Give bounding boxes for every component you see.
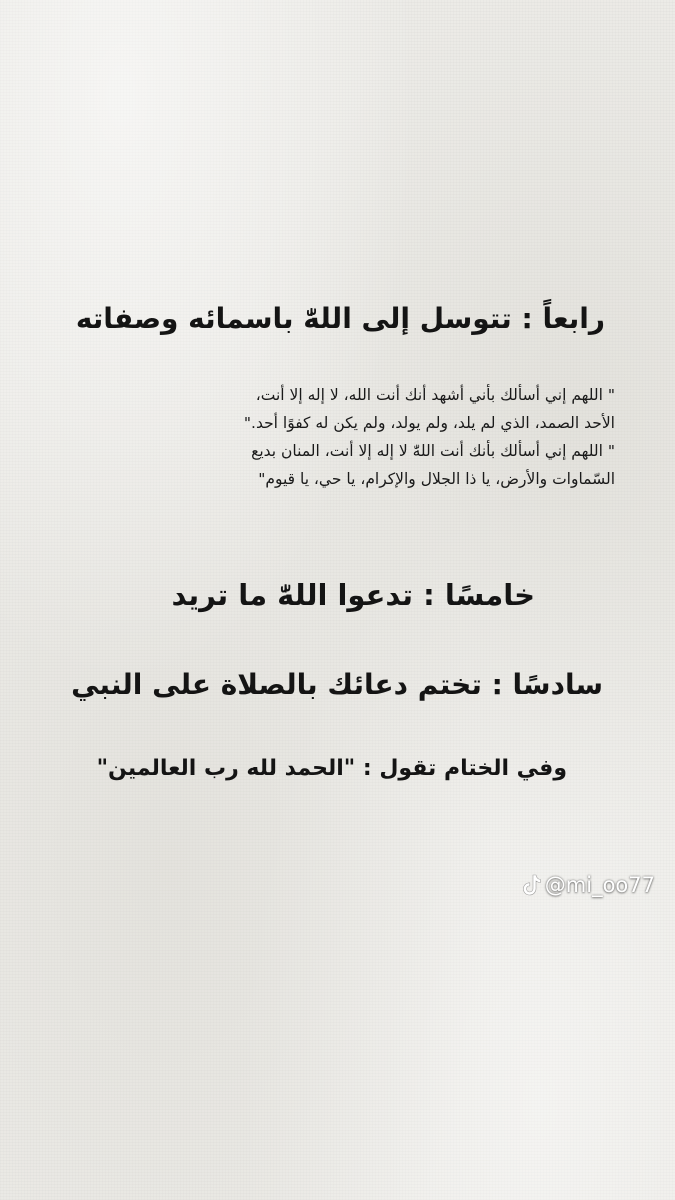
dua-text-block <box>55 381 615 493</box>
sixth-step-heading: سادسًا : تختم دعائك بالصلاة على النبي <box>71 668 603 701</box>
watermark-handle: @mi_oo77 <box>544 873 655 897</box>
dua-line: " اللهم إني أسألك بأنك أنت اللهّٰ لا إله إلا أنت، المنان بديع <box>251 442 615 460</box>
fifth-step-heading: خامسًا : تدعوا اللهّٰ ما تريد <box>171 578 535 612</box>
tiktok-icon <box>522 874 542 896</box>
dua-line: " اللهم إني أسألك بأني أشهد أنك أنت الله، لا إله إلا أنت، <box>255 386 615 404</box>
dua-line: السّماوات والأرض، يا ذا الجلال والإكرام، يا حي، يا قيوم" <box>258 470 615 488</box>
dua-line: الأحد الصمد، الذي لم يلد، ولم يولد، ولم يكن له كفوًا أحد." <box>243 414 615 432</box>
tiktok-watermark <box>522 873 655 897</box>
closing-line: وفي الختام تقول : "الحمد لله رب العالمين" <box>96 756 567 781</box>
fourth-step-heading: رابعاً : تتوسل إلى اللهّٰ باسمائه وصفاته <box>75 302 605 335</box>
